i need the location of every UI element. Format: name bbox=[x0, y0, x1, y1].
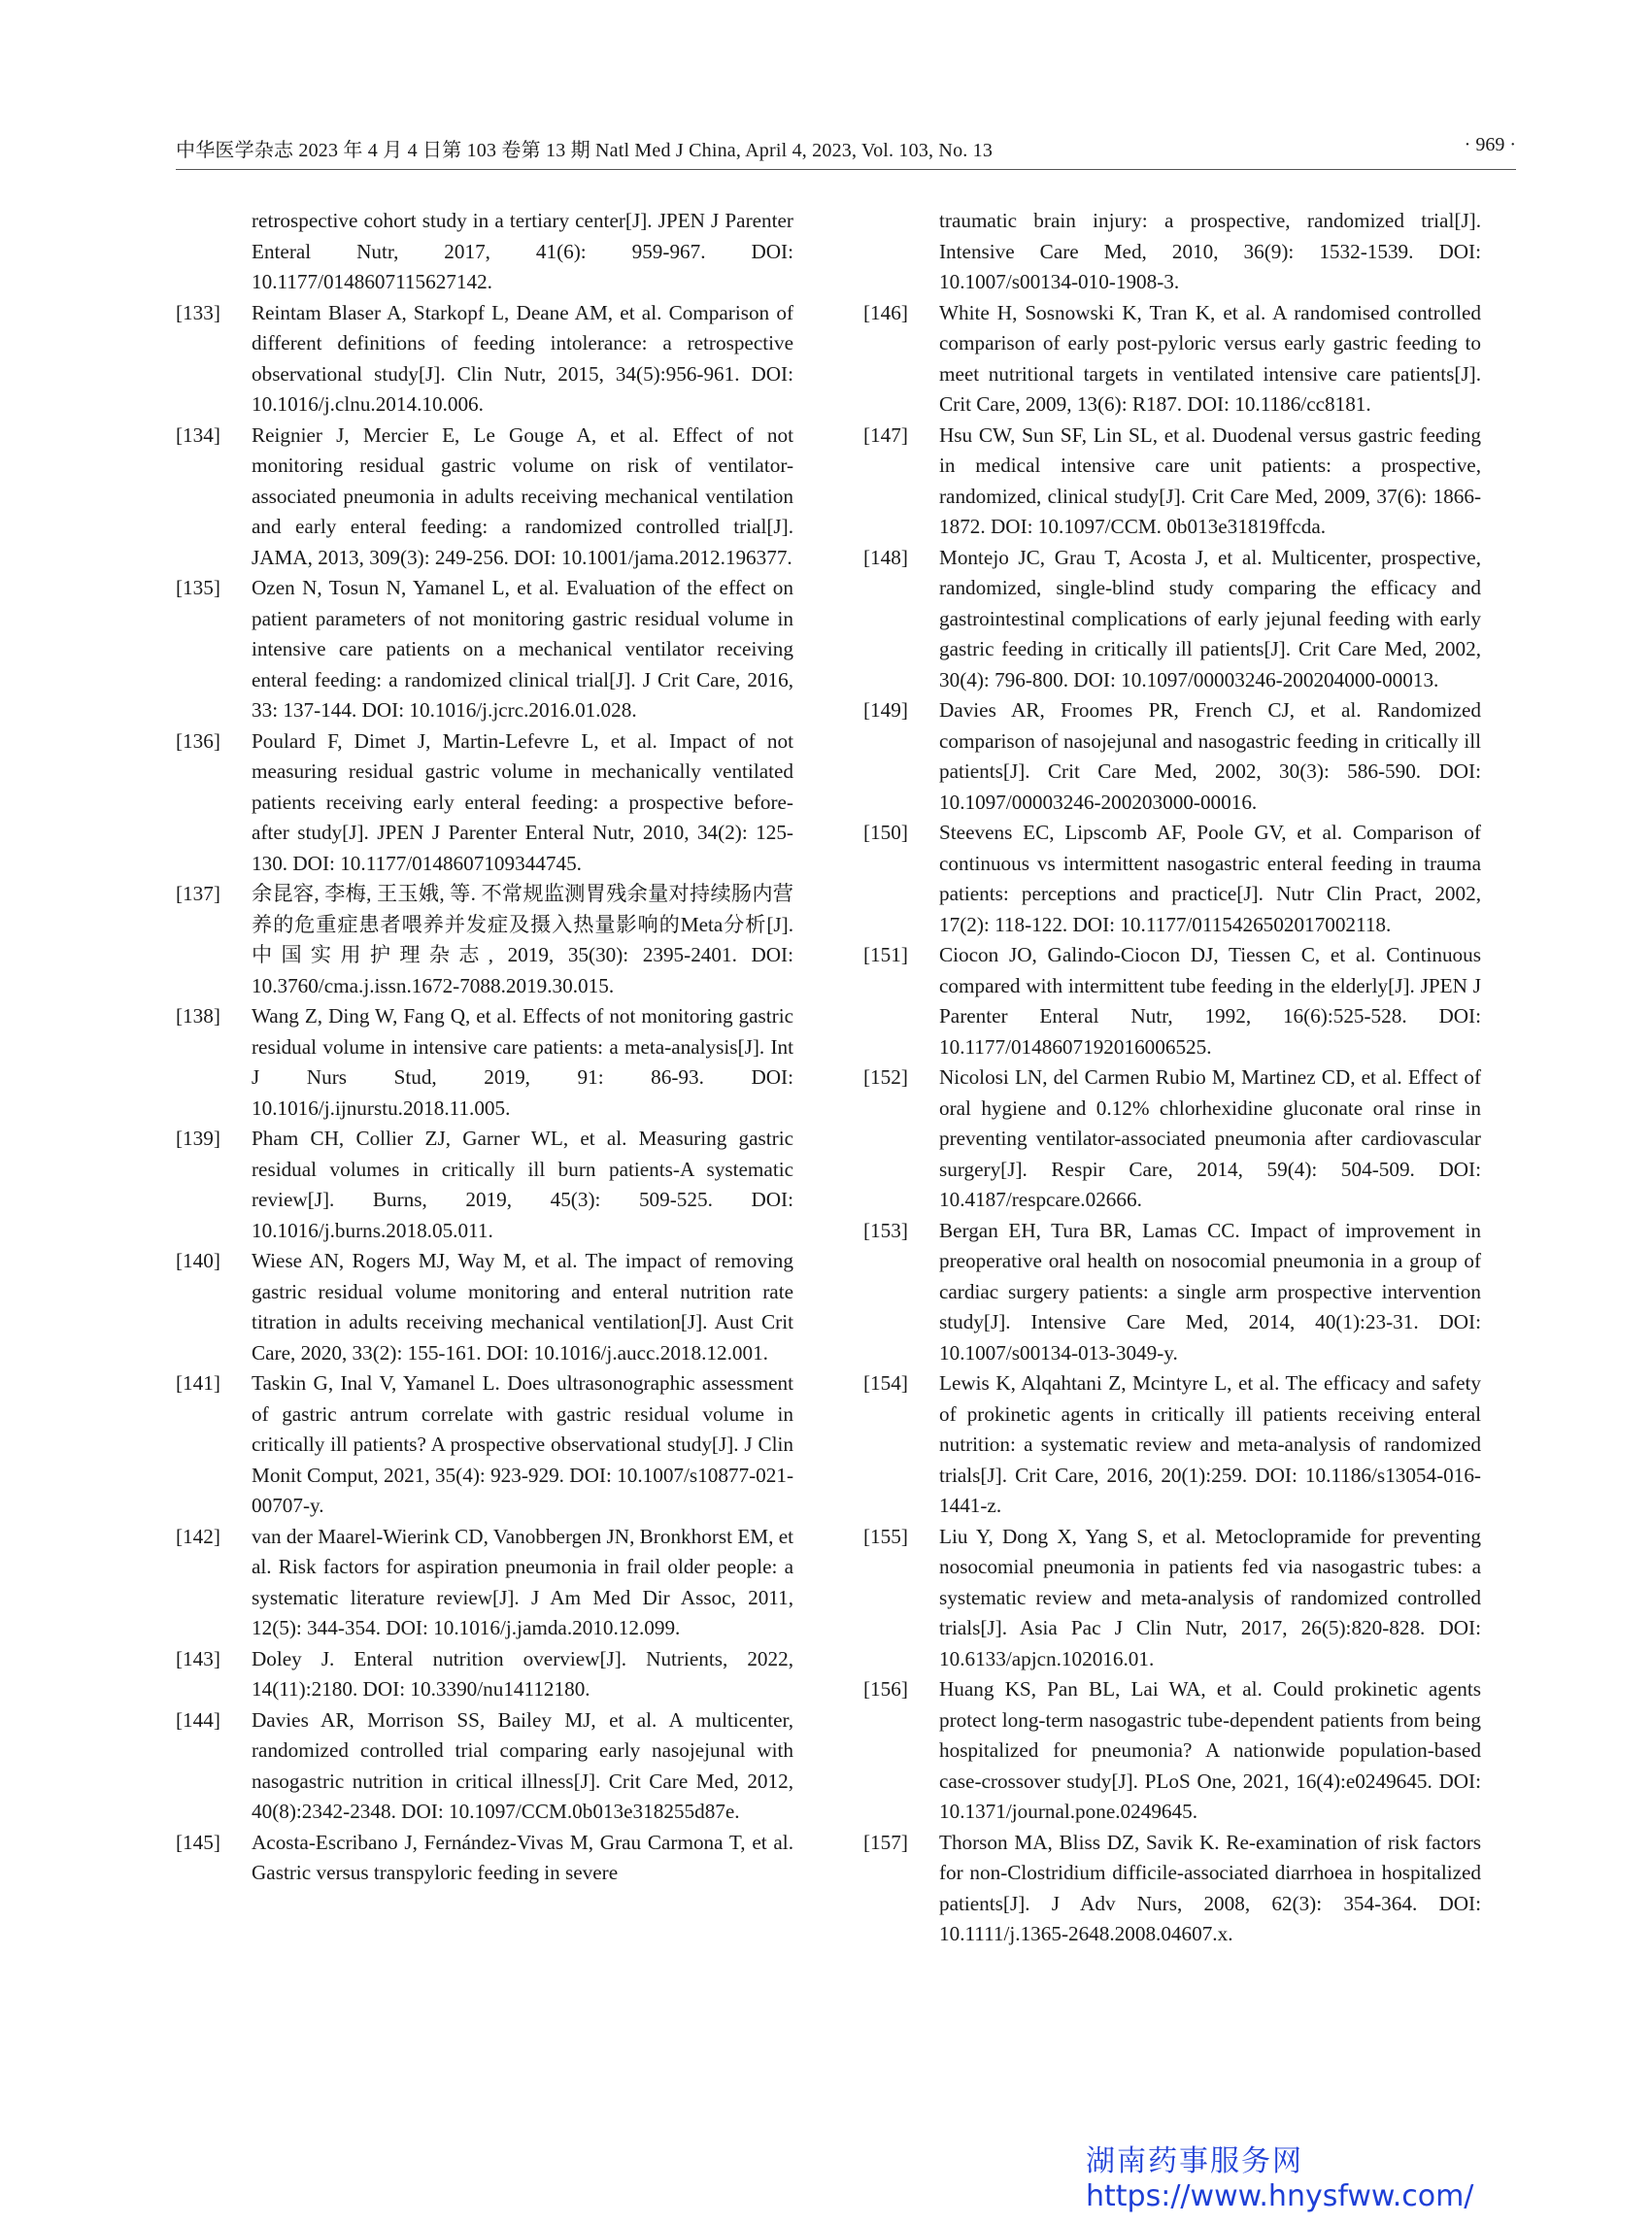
reference-number: [154] bbox=[863, 1371, 908, 1395]
reference-number: [136] bbox=[176, 728, 220, 753]
reference-text: Hsu CW, Sun SF, Lin SL, et al. Duodenal versus gastric feeding in medical intensive care unit patients: a prospective, randomized, clinical study[J]. Crit Care Med, 2009, 37(6): 1866-1872. DOI: 10.1097/CCM. 0b013e31819ffcda. bbox=[939, 422, 1481, 538]
reference-text: Davies AR, Froomes PR, French CJ, et al. Randomized comparison of nasojejunal and nasogastric feeding in critically ill patients[J]. Crit Care Med, 2002, 30(3): 586-590. DOI: 10.1097/00003246-200203000-00016. bbox=[939, 698, 1481, 814]
reference-text: Acosta-Escribano J, Fernández-Vivas M, Grau Carmona T, et al. Gastric versus transpyloric feeding in severe bbox=[252, 1830, 793, 1884]
journal-citation: 中华医学杂志 2023 年 4 月 4 日第 103 卷第 13 期 Natl Med J China, April 4, 2023, Vol. 103, No. 13 bbox=[176, 140, 994, 161]
reference-text: Lewis K, Alqahtani Z, Mcintyre L, et al. The efficacy and safety of prokinetic agents in critically ill patients receiving enteral nutrition: a systematic review and meta-analysis of randomized trials[J]. Crit Care, 2016, 20(1):259. DOI: 10.1186/s13054-016-1441-z. bbox=[939, 1371, 1481, 1517]
reference-number: [134] bbox=[176, 422, 220, 447]
reference-number: [151] bbox=[863, 943, 908, 966]
reference-text: White H, Sosnowski K, Tran K, et al. A randomised controlled comparison of early post-pyloric versus early gastric feeding to meet nutritional targets in ventilated intensive care patients[J]. Crit Care, 2009, 13(6): R187. DOI: 10.1186/cc8181. bbox=[939, 300, 1481, 416]
reference-text: Wiese AN, Rogers MJ, Way M, et al. The impact of removing gastric residual volume monitoring and enteral nutrition rate titration in adults receiving mechanical ventilation[J]. Aust Crit Care, 2020, 33(2): 155-161. DOI: 10.1016/j.aucc.2018.12.001. bbox=[252, 1249, 793, 1365]
reference-text: Poulard F, Dimet J, Martin-Lefevre L, et al. Impact of not measuring residual gastric volume in mechanically ventilated patients receiving early enteral feeding: a prospective before-after study[J]. JPEN J Parenter Enteral Nutr, 2010, 34(2): 125-130. DOI: 10.1177/0148607109344745. bbox=[252, 728, 793, 875]
reference-text: Reignier J, Mercier E, Le Gouge A, et al. Effect of not monitoring residual gastric volume on risk of ventilator-associated pneumonia in adults receiving mechanical ventilation and early enteral feeding: a randomized controlled trial[J]. JAMA, 2013, 309(3): 249-256. DOI: 10.1001/jama.2012.196377. bbox=[252, 422, 793, 569]
reference-number: [149] bbox=[863, 698, 908, 722]
reference-text: Montejo JC, Grau T, Acosta J, et al. Multicenter, prospective, randomized, single-blind study comparing the efficacy and gastrointestinal complications of early jejunal feeding with early gastric feeding in critically ill patients[J]. Crit Care Med, 2002, 30(4): 796-800. DOI: 10.1097/00003246-200204000-00013. bbox=[939, 545, 1481, 691]
reference-number: [133] bbox=[176, 300, 220, 324]
reference-text: Nicolosi LN, del Carmen Rubio M, Martinez CD, et al. Effect of oral hygiene and 0.12% chlorhexidine gluconate oral rinse in preventing ventilator-associated pneumonia after cardiovascular surgery[J]. Respir Care, 2014, 59(4): 504-509. DOI: 10.4187/respcare.02666. bbox=[939, 1065, 1481, 1211]
reference-item bbox=[176, 879, 793, 1001]
reference-text: Davies AR, Morrison SS, Bailey MJ, et al. A multicenter, randomized controlled trial comparing early nasojejunal with nasogastric nutrition in critical illness[J]. Crit Care Med, 2012, 40(8):2342-2348. DOI: 10.1097/CCM.0b013e318255d87e. bbox=[252, 1707, 793, 1823]
reference-number: [142] bbox=[176, 1524, 220, 1548]
reference-number: [137] bbox=[176, 882, 220, 905]
reference-item bbox=[863, 543, 1481, 696]
reference-text: van der Maarel-Wierink CD, Vanobbergen JN, Bronkhorst EM, et al. Risk factors for aspiration pneumonia in frail older people: a systematic literature review[J]. J Am Med Dir Assoc, 2011, 12(5): 344-354. DOI: 10.1016/j.jamda.2010.12.099. bbox=[252, 1524, 793, 1639]
reference-item bbox=[863, 818, 1481, 940]
reference-text: Reintam Blaser A, Starkopf L, Deane AM, et al. Comparison of different definitions of feeding intolerance: a retrospective observational study[J]. Clin Nutr, 2015, 34(5):956-961. DOI: 10.1016/j.clnu.2014.10.006. bbox=[252, 300, 793, 416]
reference-number: [148] bbox=[863, 545, 908, 569]
reference-item bbox=[863, 298, 1481, 421]
reference-item bbox=[176, 206, 793, 298]
reference-text: retrospective cohort study in a tertiary center[J]. JPEN J Parenter Enteral Nutr, 2017, 41(6): 959-967. DOI: 10.1177/0148607115627142. bbox=[252, 209, 793, 293]
reference-item bbox=[176, 1246, 793, 1368]
reference-column-left bbox=[176, 206, 793, 1889]
reference-text: Steevens EC, Lipscomb AF, Poole GV, et al. Comparison of continuous vs intermittent nasogastric enteral feeding in trauma patients: perceptions and practice[J]. Nutr Clin Pract, 2002, 17(2): 118-122. DOI: 10.1177/0115426502017002118. bbox=[939, 821, 1481, 936]
reference-text: Huang KS, Pan BL, Lai WA, et al. Could prokinetic agents protect long-term nasogastric tube-dependent patients from being hospitalized for pneumonia? A nationwide population-based case-crossover study[J]. PLoS One, 2021, 16(4):e0249645. DOI: 10.1371/journal.pone.0249645. bbox=[939, 1677, 1481, 1823]
reference-column-right bbox=[863, 206, 1481, 1950]
reference-item bbox=[863, 206, 1481, 298]
reference-item bbox=[176, 1368, 793, 1522]
reference-number: [152] bbox=[863, 1065, 908, 1089]
reference-item bbox=[863, 940, 1481, 1062]
reference-number: [150] bbox=[863, 821, 908, 844]
reference-number: [144] bbox=[176, 1707, 220, 1732]
reference-text: Wang Z, Ding W, Fang Q, et al. Effects of not monitoring gastric residual volume in intensive care patients: a meta-analysis[J]. Int J Nurs Stud, 2019, 91: 86-93. DOI: 10.1016/j.ijnurstu.2018.11.005. bbox=[252, 1004, 793, 1120]
reference-text: traumatic brain injury: a prospective, randomized trial[J]. Intensive Care Med, 2010, 36(9): 1532-1539. DOI: 10.1007/s00134-010-1908-3. bbox=[939, 209, 1481, 293]
reference-number: [140] bbox=[176, 1249, 220, 1272]
reference-item bbox=[176, 1522, 793, 1644]
reference-text: Ozen N, Tosun N, Yamanel L, et al. Evaluation of the effect on patient parameters of not monitoring gastric residual volume in intensive care patients on a mechanical ventilator receiving enteral feeding: a randomized clinical trial[J]. J Crit Care, 2016, 33: 137-144. DOI: 10.1016/j.jcrc.2016.01.028. bbox=[252, 576, 793, 722]
reference-item bbox=[863, 1828, 1481, 1950]
reference-number: [135] bbox=[176, 576, 220, 599]
reference-text: Taskin G, Inal V, Yamanel L. Does ultrasonographic assessment of gastric antrum correlate with gastric residual volume in critically ill patients? A prospective observational study[J]. J Clin Monit Comput, 2021, 35(4): 923-929. DOI: 10.1007/s10877-021-00707-y. bbox=[252, 1371, 793, 1517]
watermark-url-link[interactable]: https://www.hnysfww.com/ bbox=[1086, 2179, 1474, 2213]
reference-text: Liu Y, Dong X, Yang S, et al. Metoclopramide for preventing nosocomial pneumonia in patients fed via nasogastric tubes: a systematic review and meta-analysis of randomized controlled trials[J]. Asia Pac J Clin Nutr, 2017, 26(5):820-828. DOI: 10.6133/apjcn.102016.01. bbox=[939, 1524, 1481, 1670]
reference-item bbox=[176, 298, 793, 421]
watermark bbox=[1086, 2144, 1473, 2214]
reference-item bbox=[176, 573, 793, 726]
reference-item bbox=[863, 695, 1481, 818]
reference-item bbox=[863, 1368, 1481, 1522]
page-number: · 969 · bbox=[1464, 134, 1516, 155]
reference-item bbox=[176, 1124, 793, 1246]
reference-text: Bergan EH, Tura BR, Lamas CC. Impact of improvement in preoperative oral health on nosocomial pneumonia in a group of cardiac surgery patients: a single arm prospective intervention study[J]. Intensive Care Med, 2014, 40(1):23-31. DOI: 10.1007/s00134-013-3049-y. bbox=[939, 1218, 1481, 1365]
reference-item bbox=[863, 1216, 1481, 1369]
reference-item bbox=[176, 1001, 793, 1124]
reference-item bbox=[176, 1828, 793, 1889]
reference-number: [143] bbox=[176, 1646, 220, 1670]
reference-item bbox=[863, 1522, 1481, 1675]
reference-number: [157] bbox=[863, 1830, 908, 1854]
reference-number: [155] bbox=[863, 1524, 908, 1548]
running-header bbox=[176, 134, 1516, 170]
reference-number: [156] bbox=[863, 1677, 908, 1701]
reference-item bbox=[176, 1705, 793, 1828]
reference-number: [146] bbox=[863, 300, 908, 324]
reference-item bbox=[176, 1644, 793, 1705]
reference-item bbox=[176, 421, 793, 574]
reference-text: 余昆容, 李梅, 王玉娥, 等. 不常规监测胃残余量对持续肠内营养的危重症患者喂养并发症及摄入热量影响的Meta分析[J]. 中国实用护理杂志, 2019, 35(30): 2395-2401. DOI: 10.3760/cma.j.issn.1672-7088.2019.30.015. bbox=[252, 882, 793, 997]
reference-item bbox=[863, 1062, 1481, 1216]
reference-number: [147] bbox=[863, 422, 908, 447]
reference-number: [138] bbox=[176, 1004, 220, 1028]
watermark-site-name: 湖南药事服务网 bbox=[1086, 2144, 1303, 2178]
reference-number: [141] bbox=[176, 1371, 220, 1395]
reference-item bbox=[176, 726, 793, 880]
reference-number: [139] bbox=[176, 1127, 220, 1150]
reference-number: [145] bbox=[176, 1830, 220, 1854]
reference-item bbox=[863, 421, 1481, 543]
reference-text: Doley J. Enteral nutrition overview[J]. Nutrients, 2022, 14(11):2180. DOI: 10.3390/nu14112180. bbox=[252, 1646, 793, 1701]
reference-text: Ciocon JO, Galindo-Ciocon DJ, Tiessen C, et al. Continuous compared with intermittent tube feeding in the elderly[J]. JPEN J Parenter Enteral Nutr, 1992, 16(6):525-528. DOI: 10.1177/0148607192016006525. bbox=[939, 943, 1481, 1059]
reference-number: [153] bbox=[863, 1218, 908, 1242]
reference-text: Pham CH, Collier ZJ, Garner WL, et al. Measuring gastric residual volumes in critically ill burn patients-A systematic review[J]. Burns, 2019, 45(3): 509-525. DOI: 10.1016/j.burns.2018.05.011. bbox=[252, 1127, 793, 1242]
reference-item bbox=[863, 1674, 1481, 1828]
reference-text: Thorson MA, Bliss DZ, Savik K. Re-examination of risk factors for non-Clostridium difficile-associated diarrhoea in hospitalized patients[J]. J Adv Nurs, 2008, 62(3): 354-364. DOI: 10.1111/j.1365-2648.2008.04607.x. bbox=[939, 1830, 1481, 1945]
